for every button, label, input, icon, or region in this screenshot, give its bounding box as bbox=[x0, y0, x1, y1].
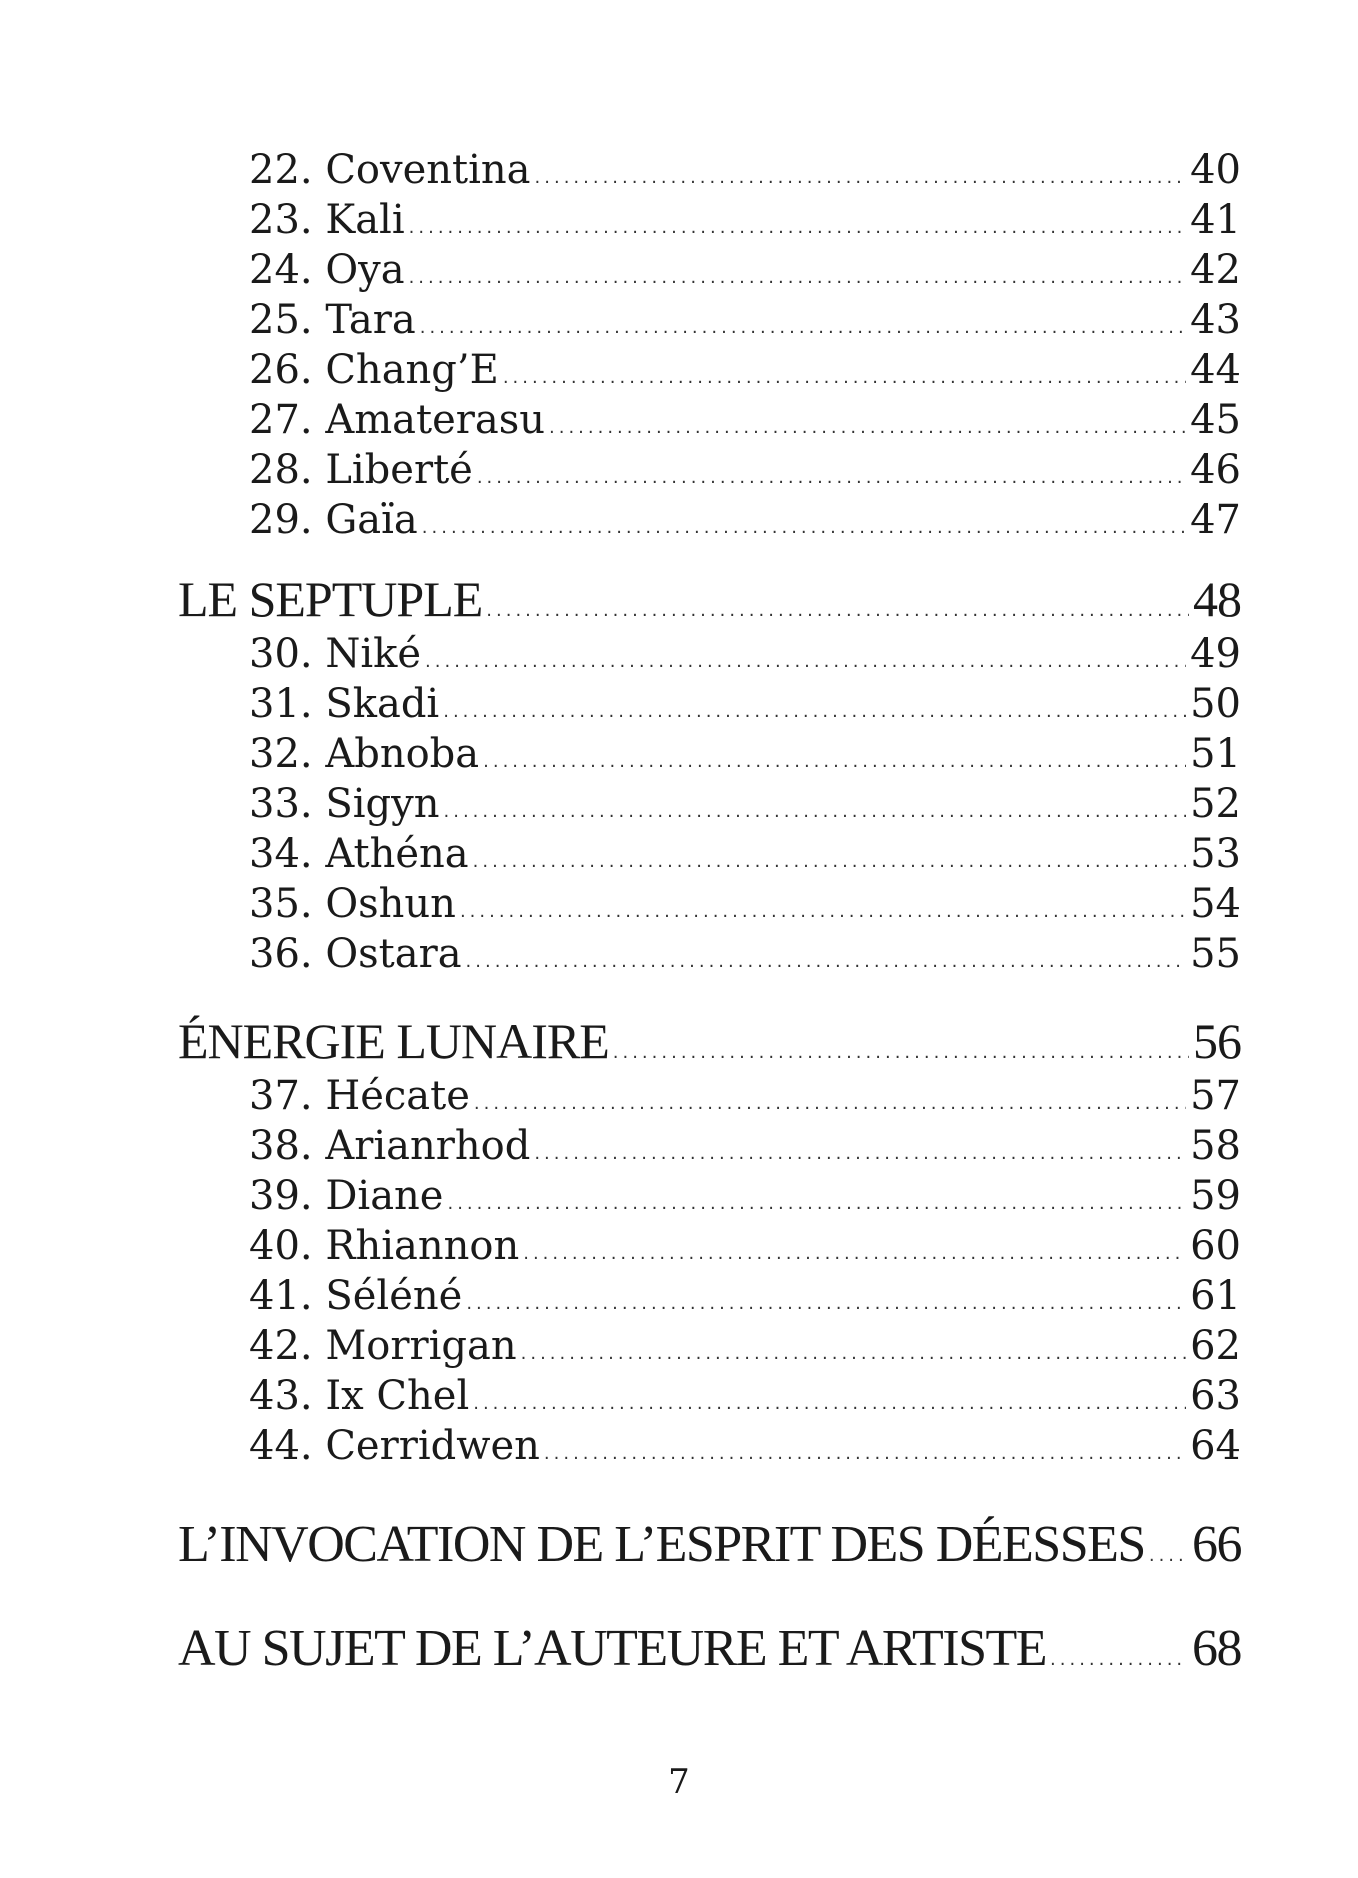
toc-section bbox=[178, 569, 1241, 629]
toc-entry bbox=[178, 145, 1241, 195]
toc-entry bbox=[178, 1221, 1241, 1271]
toc-entry-title: 27. Amaterasu bbox=[249, 397, 545, 443]
toc-entry-page: 55 bbox=[1190, 931, 1241, 977]
toc-section bbox=[178, 1617, 1241, 1681]
toc-entry bbox=[178, 245, 1241, 295]
toc-section-title: ÉNERGIE LUNAIRE bbox=[178, 1013, 609, 1069]
toc-entry-page: 40 bbox=[1190, 147, 1241, 193]
toc-entry bbox=[178, 345, 1241, 395]
page-number: 7 bbox=[668, 1762, 690, 1802]
toc-entry bbox=[178, 779, 1241, 829]
toc-section-title: L’INVOCATION DE L’ESPRIT DES DÉESSES bbox=[178, 1516, 1145, 1573]
dot-leader bbox=[521, 1329, 1186, 1379]
toc-entry-title: 33. Sigyn bbox=[249, 781, 440, 827]
toc-entry-page: 62 bbox=[1190, 1323, 1241, 1369]
toc-entry-page: 64 bbox=[1190, 1423, 1241, 1469]
toc-entry-page: 58 bbox=[1190, 1123, 1241, 1169]
toc-entry-page: 61 bbox=[1190, 1273, 1241, 1319]
toc-entry bbox=[178, 879, 1241, 929]
dot-leader bbox=[409, 253, 1187, 303]
toc-entry-page: 52 bbox=[1190, 781, 1241, 827]
toc-section-title: LE SEPTUPLE bbox=[178, 571, 483, 627]
toc-entry-title: 22. Coventina bbox=[249, 147, 531, 193]
toc-entry bbox=[178, 829, 1241, 879]
dot-leader bbox=[483, 737, 1186, 787]
toc-entry-page: 44 bbox=[1190, 347, 1241, 393]
toc-entry-title: 32. Abnoba bbox=[249, 731, 480, 777]
toc-entry-page: 60 bbox=[1190, 1223, 1241, 1269]
dot-leader bbox=[477, 453, 1186, 503]
toc-entry-page: 49 bbox=[1190, 631, 1241, 677]
dot-leader bbox=[466, 1279, 1186, 1329]
toc-entry-title: 43. Ix Chel bbox=[249, 1373, 470, 1419]
dot-leader bbox=[503, 353, 1186, 403]
toc-entry-title: 41. Séléné bbox=[249, 1273, 463, 1319]
toc-entry-page: 57 bbox=[1190, 1073, 1241, 1119]
toc-entry-page: 42 bbox=[1190, 247, 1241, 293]
dot-leader bbox=[1050, 1628, 1188, 1692]
toc-entry bbox=[178, 1421, 1241, 1471]
toc-entry-page: 41 bbox=[1190, 197, 1241, 243]
dot-leader bbox=[443, 687, 1186, 737]
toc-entry-title: 31. Skadi bbox=[249, 681, 440, 727]
toc-entry-page: 51 bbox=[1190, 731, 1241, 777]
dot-leader bbox=[613, 1023, 1189, 1083]
toc-entry bbox=[178, 1071, 1241, 1121]
toc-entry bbox=[178, 729, 1241, 779]
dot-leader bbox=[486, 581, 1189, 641]
toc-entry bbox=[178, 395, 1241, 445]
toc-entry bbox=[178, 445, 1241, 495]
toc-entry-page: 63 bbox=[1190, 1373, 1241, 1419]
dot-leader bbox=[460, 887, 1186, 937]
toc-entry-title: 25. Tara bbox=[249, 297, 416, 343]
toc-entry bbox=[178, 1321, 1241, 1371]
toc-section-title: AU SUJET DE L’AUTEURE ET ARTISTE bbox=[178, 1620, 1047, 1677]
toc-entry-title: 39. Diane bbox=[249, 1173, 444, 1219]
dot-leader bbox=[473, 837, 1186, 887]
dot-leader bbox=[425, 637, 1186, 687]
toc-entry bbox=[178, 195, 1241, 245]
dot-leader bbox=[444, 787, 1187, 837]
toc-entry bbox=[178, 1371, 1241, 1421]
dot-leader bbox=[544, 1429, 1186, 1479]
toc-entry-page: 59 bbox=[1190, 1173, 1241, 1219]
dot-leader bbox=[447, 1179, 1186, 1229]
toc-section-page: 68 bbox=[1192, 1620, 1241, 1677]
toc-entry-title: 34. Athéna bbox=[249, 831, 469, 877]
dot-leader bbox=[409, 203, 1186, 253]
toc-section bbox=[178, 1513, 1241, 1577]
toc-entry bbox=[178, 1271, 1241, 1321]
table-of-contents bbox=[178, 145, 1241, 1681]
toc-entry-title: 24. Oya bbox=[249, 247, 405, 293]
dot-leader bbox=[466, 937, 1187, 987]
toc-entry bbox=[178, 629, 1241, 679]
toc-entry bbox=[178, 679, 1241, 729]
toc-entry-page: 46 bbox=[1190, 447, 1241, 493]
toc-entry bbox=[178, 1121, 1241, 1171]
toc-entry-page: 45 bbox=[1190, 397, 1241, 443]
dot-leader bbox=[422, 503, 1186, 553]
toc-entry-title: 26. Chang’E bbox=[249, 347, 499, 393]
toc-section-page: 66 bbox=[1192, 1516, 1241, 1573]
dot-leader bbox=[534, 1129, 1186, 1179]
toc-entry-title: 37. Hécate bbox=[249, 1073, 470, 1119]
toc-entry bbox=[178, 295, 1241, 345]
toc-entry-page: 50 bbox=[1190, 681, 1241, 727]
dot-leader bbox=[535, 153, 1187, 203]
toc-entry-title: 38. Arianrhod bbox=[249, 1123, 531, 1169]
toc-entry-title: 30. Niké bbox=[249, 631, 422, 677]
dot-leader bbox=[1149, 1524, 1188, 1588]
toc-entry bbox=[178, 1171, 1241, 1221]
toc-section-page: 48 bbox=[1193, 571, 1241, 627]
toc-entry bbox=[178, 929, 1241, 979]
toc-section-page: 56 bbox=[1193, 1013, 1241, 1069]
toc-entry-title: 23. Kali bbox=[249, 197, 405, 243]
toc-entry-title: 36. Ostara bbox=[249, 931, 462, 977]
toc-entry-page: 47 bbox=[1190, 497, 1241, 543]
toc-entry-title: 28. Liberté bbox=[249, 447, 473, 493]
toc-entry-page: 54 bbox=[1190, 881, 1241, 927]
toc-entry-title: 35. Oshun bbox=[249, 881, 456, 927]
toc-entry-title: 29. Gaïa bbox=[249, 497, 418, 543]
toc-entry-title: 40. Rhiannon bbox=[249, 1223, 520, 1269]
toc-entry bbox=[178, 495, 1241, 545]
toc-entry-page: 43 bbox=[1190, 297, 1241, 343]
toc-section bbox=[178, 1011, 1241, 1071]
toc-entry-title: 44. Cerridwen bbox=[249, 1423, 540, 1469]
dot-leader bbox=[420, 303, 1186, 353]
dot-leader bbox=[473, 1379, 1186, 1429]
dot-leader bbox=[549, 403, 1186, 453]
toc-entry-page: 53 bbox=[1190, 831, 1241, 877]
toc-entry-title: 42. Morrigan bbox=[249, 1323, 517, 1369]
dot-leader bbox=[523, 1229, 1186, 1279]
dot-leader bbox=[474, 1079, 1186, 1129]
